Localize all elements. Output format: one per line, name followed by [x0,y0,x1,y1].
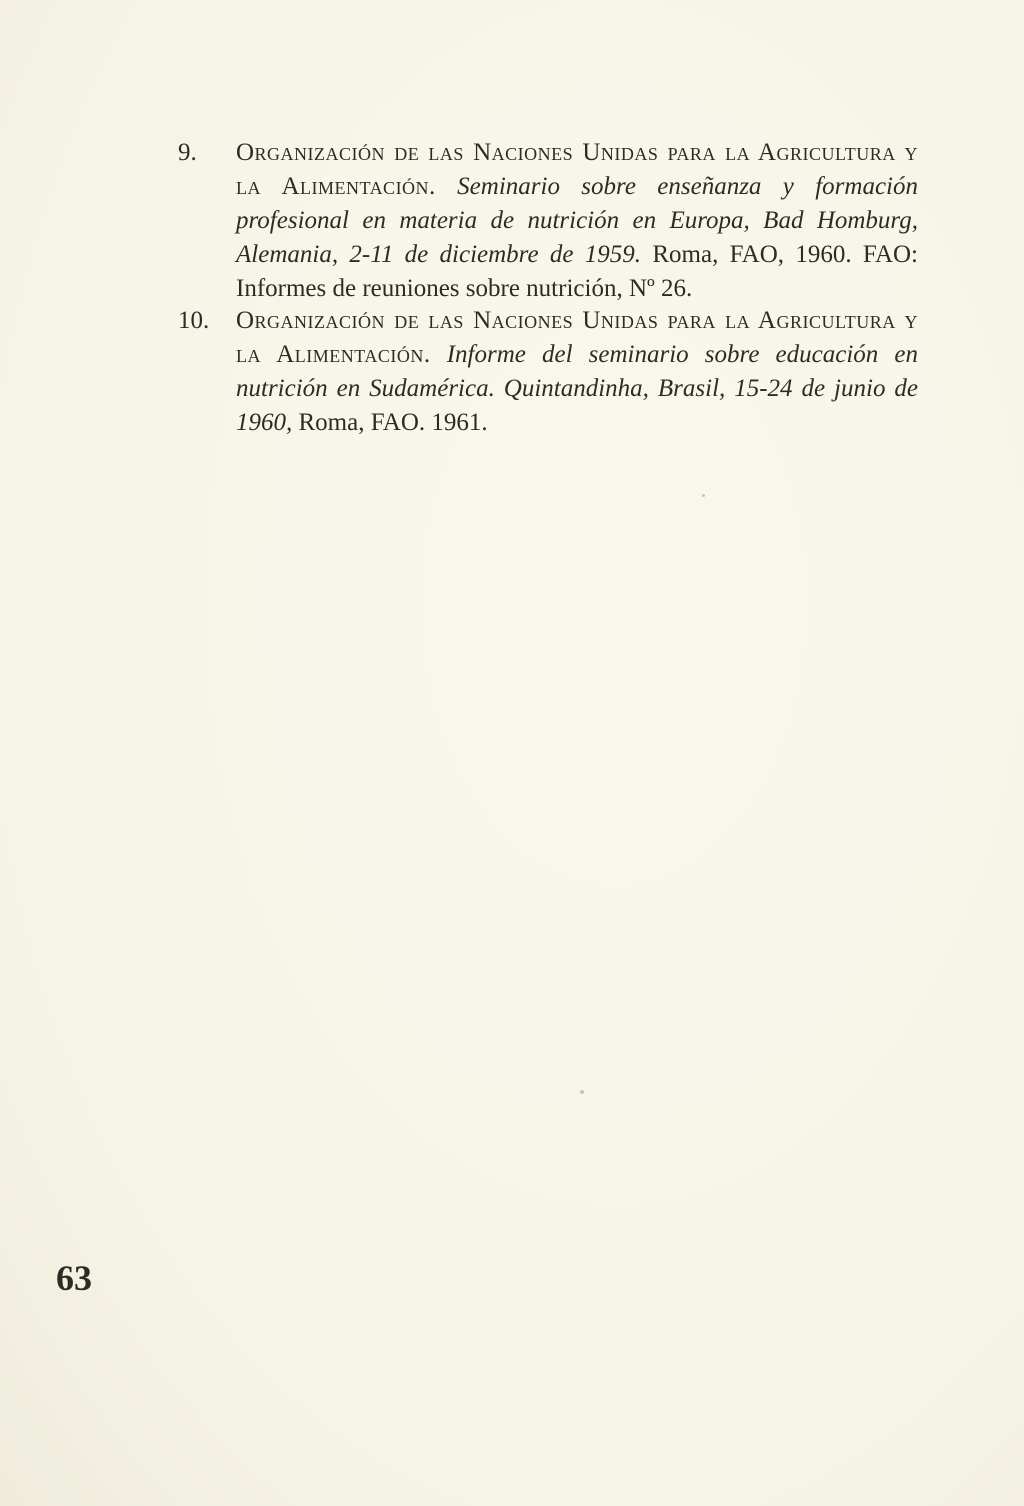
reference-author-cont: y la Alimentación. [236,307,918,368]
reference-number: 9. [178,139,197,166]
reference-title: Informe del seminario sobre educación en nutrición en Sudamérica. Quintandinha, Brasil, 15-24 de junio de 1960, [236,341,918,436]
reference-publication: Roma, FAO, 1960. FAO: Informes de reuniones sobre nutrición, Nº 26. [236,241,919,302]
paper-speck [580,1090,584,1094]
reference-author: Organización de las Naciones Unidas para la Agricultura [236,139,896,166]
reference-title: Seminario sobre enseñanza y formación profesional en materia de nutrición en Europa, Bad Homburg, Alemania, 2-11 de diciembre de 1959. [236,173,918,268]
reference-publication: Roma, FAO. 1961. [298,409,488,436]
paper-speck [702,494,705,497]
page-number: 63 [56,1258,92,1298]
reference-author: Organización de las Naciones Unidas para la Agricultura [236,307,896,334]
reference-entry [178,136,919,306]
reference-number: 10. [178,307,210,334]
reference-entry [178,304,918,440]
reference-author-cont: y la Alimentación. [236,139,918,200]
